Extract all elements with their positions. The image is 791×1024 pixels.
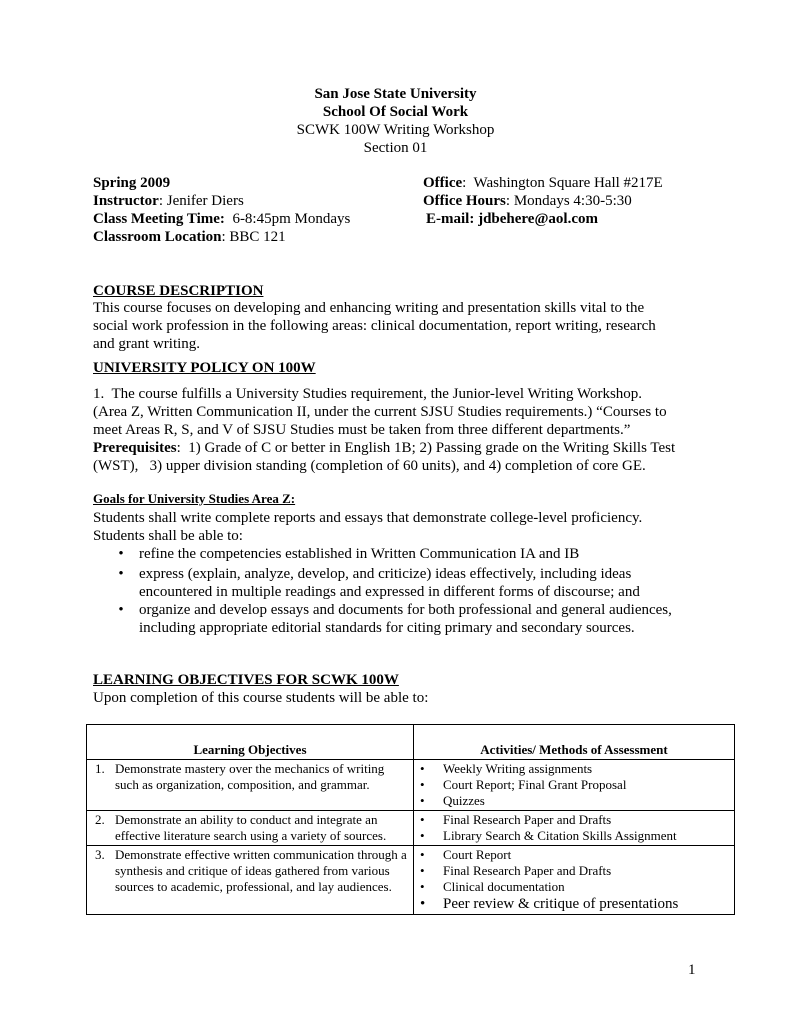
- activity-item: [414, 793, 734, 809]
- objective-number: 1.: [95, 761, 105, 776]
- course-description-line: This course focuses on developing and enhancing writing and presentation skills vital to the: [93, 300, 645, 316]
- office-label: Office: [423, 175, 463, 191]
- objective-number: 3.: [95, 847, 105, 862]
- bullet-icon: •: [420, 879, 425, 894]
- goals-intro-line: Students shall write complete reports and essays that demonstrate college-level proficiency.: [93, 510, 643, 526]
- course-title: SCWK 100W Writing Workshop: [296, 122, 495, 138]
- university-name: San Jose State University: [314, 86, 477, 102]
- activities-cell: [414, 846, 735, 915]
- bullet-icon: •: [420, 812, 425, 827]
- objective-text: Demonstrate effective written communication through a synthesis and critique of ideas gathered from various sources to academic, professional, and lay audiences.: [115, 847, 407, 894]
- office-hours: : Mondays 4:30-5:30: [505, 193, 632, 209]
- goals-intro-line: Students shall be able to:: [93, 528, 243, 544]
- bullet-icon: •: [420, 777, 425, 792]
- activity-text: Quizzes: [443, 793, 485, 808]
- meeting-line: [93, 210, 350, 228]
- policy-line: meet Areas R, S, and V of SJSU Studies must be taken from three different departments.”: [93, 422, 631, 438]
- bullet-icon: •: [420, 761, 425, 776]
- classroom-location: : BBC 121: [221, 229, 286, 245]
- activity-item: [414, 895, 734, 913]
- activity-item: [414, 812, 734, 828]
- bullet-icon: •: [420, 847, 425, 862]
- bullet-icon: •: [420, 863, 425, 878]
- table-row: [87, 760, 735, 811]
- learning-objectives-heading: LEARNING OBJECTIVES FOR SCWK 100W: [93, 672, 399, 688]
- activity-text: Court Report: [443, 847, 512, 862]
- location-label: Classroom Location: [93, 229, 222, 245]
- office-location: : Washington Square Hall #217E: [462, 175, 663, 191]
- activity-item: [414, 879, 734, 895]
- instructor-line: [93, 192, 244, 210]
- prerequisites-line: [93, 439, 675, 457]
- hours-label: Office Hours: [423, 193, 506, 209]
- course-description-line: and grant writing.: [93, 336, 201, 352]
- activity-item: [414, 828, 734, 844]
- learning-objectives-intro: Upon completion of this course students will be able to:: [93, 690, 429, 706]
- prerequisites-line: (WST), 3) upper division standing (completion of 60 units), and 4) completion of core GE.: [93, 458, 646, 474]
- bullet-icon: •: [420, 828, 425, 843]
- hours-line: [423, 192, 632, 210]
- bullet-icon: •: [118, 546, 124, 562]
- school-name: School Of Social Work: [322, 104, 469, 120]
- table-header-row: [87, 725, 735, 760]
- instructor-label: Instructor: [93, 193, 159, 209]
- column-header-objectives: Learning Objectives: [87, 725, 414, 760]
- objective-text: Demonstrate mastery over the mechanics of writing such as organization, composition, and grammar.: [115, 761, 385, 792]
- objective-number: 2.: [95, 812, 105, 827]
- section-number: Section 01: [363, 140, 428, 156]
- bullet-icon: •: [118, 602, 124, 618]
- activities-cell: [414, 811, 735, 846]
- objective-cell: [87, 811, 414, 846]
- activity-item: [414, 847, 734, 863]
- policy-line: 1. The course fulfills a University Studies requirement, the Junior-level Writing Workshop.: [93, 386, 643, 402]
- bullet-icon: •: [420, 896, 426, 912]
- instructor-name: : Jenifer Diers: [158, 193, 244, 209]
- objective-cell: [87, 846, 414, 915]
- email: E-mail: jdbehere@aol.com: [426, 211, 598, 227]
- activity-item: [414, 863, 734, 879]
- activity-text: Weekly Writing assignments: [443, 761, 593, 776]
- activity-item: [414, 761, 734, 777]
- activity-text: Final Research Paper and Drafts: [443, 863, 612, 878]
- learning-objectives-table: [86, 724, 735, 915]
- goal-item: organize and develop essays and documents for both professional and general audiences,: [139, 602, 672, 618]
- location-line: [93, 228, 286, 246]
- objective-cell: [87, 760, 414, 811]
- goal-item: refine the competencies established in Written Communication IA and IB: [139, 546, 580, 562]
- meeting-time: 6-8:45pm Mondays: [224, 211, 351, 227]
- course-description-heading: COURSE DESCRIPTION: [93, 283, 264, 299]
- activity-text: Library Search & Citation Skills Assignment: [443, 828, 677, 843]
- course-description-line: social work profession in the following areas: clinical documentation, report writing, research: [93, 318, 656, 334]
- office-line: [423, 174, 663, 192]
- goal-item-continued: encountered in multiple readings and expressed in different forms of discourse; and: [139, 584, 640, 600]
- meeting-label: Class Meeting Time:: [93, 211, 225, 227]
- activity-text: Court Report; Final Grant Proposal: [443, 777, 627, 792]
- activity-item: [414, 777, 734, 793]
- policy-line: (Area Z, Written Communication II, under the current SJSU Studies requirements.) “Courses to: [93, 404, 667, 420]
- term: Spring 2009: [93, 175, 171, 191]
- activity-text: Peer review & critique of presentations: [443, 896, 679, 912]
- activities-cell: [414, 760, 735, 811]
- table-row: [87, 811, 735, 846]
- prerequisites-label: Prerequisites: [93, 440, 177, 456]
- bullet-icon: •: [118, 566, 124, 582]
- goal-item: express (explain, analyze, develop, and criticize) ideas effectively, including ideas: [139, 566, 632, 582]
- policy-heading: UNIVERSITY POLICY ON 100W: [93, 360, 316, 376]
- table-row: [87, 846, 735, 915]
- page-number: 1: [688, 962, 696, 978]
- goals-heading: Goals for University Studies Area Z:: [93, 491, 296, 506]
- bullet-icon: •: [420, 793, 425, 808]
- column-header-activities: Activities/ Methods of Assessment: [414, 725, 735, 760]
- activity-text: Final Research Paper and Drafts: [443, 812, 612, 827]
- objective-text: Demonstrate an ability to conduct and integrate an effective literature search using a variety of sources.: [115, 812, 387, 843]
- activity-text: Clinical documentation: [443, 879, 565, 894]
- prerequisites-text: : 1) Grade of C or better in English 1B; 2) Passing grade on the Writing Skills Test: [176, 440, 676, 456]
- goal-item-continued: including appropriate editorial standards for citing primary and secondary sources.: [139, 620, 635, 636]
